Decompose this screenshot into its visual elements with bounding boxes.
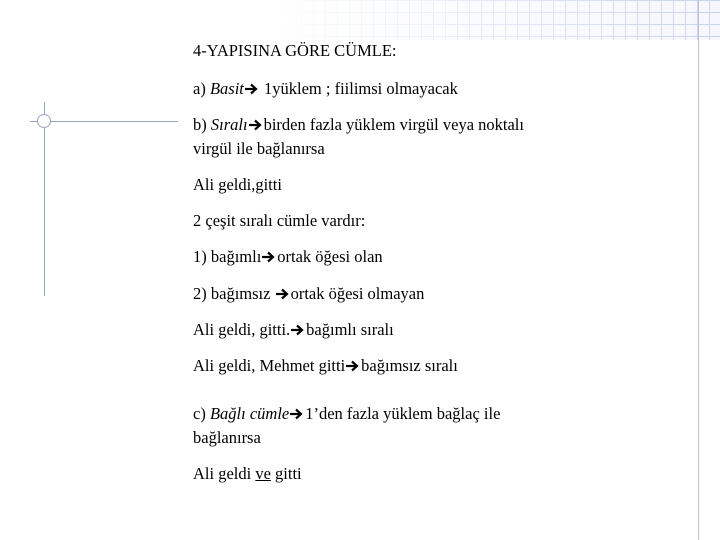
type-1-desc: ortak öğesi olan: [277, 247, 383, 266]
example-4-conjunction: ve: [255, 464, 271, 483]
item-c-term: Bağlı cümle: [209, 404, 290, 423]
item-b: [193, 115, 524, 134]
type-2-term: 2) bağımsız: [193, 284, 275, 303]
example-3-desc: bağımsız sıralı: [361, 356, 458, 375]
grid-fade: [265, 0, 720, 40]
type-2-desc: ortak öğesi olmayan: [290, 284, 425, 303]
item-b-label: b): [193, 115, 207, 134]
example-1-text: Ali geldi,gitti: [193, 175, 282, 194]
type-1-term: 1) bağımlı: [193, 247, 262, 266]
horizontal-rule: [30, 121, 178, 122]
example-4-pre: Ali geldi: [193, 464, 256, 483]
example-1: [193, 175, 282, 194]
arrow-right-icon: [249, 119, 263, 131]
types-text: 2 çeşit sıralı cümle vardır:: [193, 211, 366, 230]
item-a: [193, 79, 458, 98]
example-4-post: gitti: [270, 464, 302, 483]
types-line: [193, 211, 365, 230]
heading-text: 4-YAPISINA GÖRE CÜMLE:: [193, 41, 397, 60]
arrow-right-icon: [276, 288, 290, 300]
heading: [193, 41, 397, 60]
example-3-text: Ali geldi, Mehmet gitti: [193, 356, 346, 375]
type-2: [193, 284, 424, 303]
item-c-label: c): [193, 404, 206, 423]
example-2: [193, 320, 394, 339]
circle-ornament: [37, 114, 51, 128]
item-a-desc: 1yüklem ; fiilimsi olmayacak: [264, 79, 458, 98]
item-a-label: a): [193, 79, 206, 98]
item-c-desc: 1’den fazla yüklem bağlaç ile: [305, 404, 501, 423]
item-b-desc2: virgül ile bağlanırsa: [193, 139, 325, 158]
example-2-desc: bağımlı sıralı: [306, 320, 394, 339]
example-3: [193, 356, 458, 375]
example-4: [193, 464, 302, 483]
right-rule: [698, 0, 699, 540]
item-c: [193, 404, 500, 423]
item-c-cont: [193, 428, 261, 447]
arrow-right-icon: [245, 83, 259, 95]
type-1: [193, 247, 383, 266]
arrow-right-icon: [262, 251, 276, 263]
item-b-desc: birden fazla yüklem virgül veya noktalı: [263, 115, 524, 134]
item-c-desc2: bağlanırsa: [193, 428, 261, 447]
arrow-right-icon: [346, 360, 360, 372]
item-b-term: Sıralı: [210, 115, 248, 134]
arrow-right-icon: [290, 408, 304, 420]
item-b-cont: [193, 139, 325, 158]
item-a-term: Basit: [209, 79, 244, 98]
vertical-rule: [44, 102, 45, 296]
example-2-text: Ali geldi, gitti.: [193, 320, 291, 339]
arrow-right-icon: [291, 324, 305, 336]
